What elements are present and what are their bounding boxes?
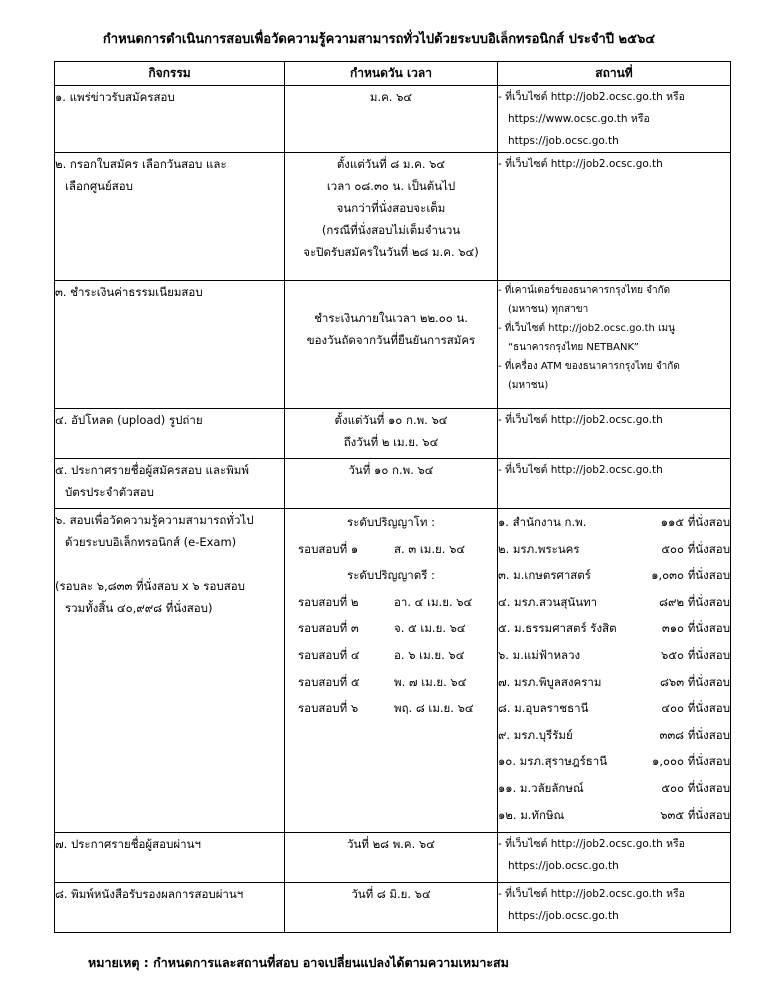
table-row	[55, 281, 731, 409]
place-text: - ที่เว็บไซต์ http://job2.ocsc.go.th หรือ	[498, 838, 685, 850]
activity-text: ๗. ประกาศรายชื่อผู้สอบผ่านฯ	[55, 837, 201, 851]
schedule-text: ม.ค. ๖๔	[369, 90, 413, 104]
centre-seats: ๕๐๐ ที่นั่งสอบ	[661, 541, 730, 556]
exam-centre	[498, 642, 730, 669]
round-label: รอบสอบที่ ๑	[298, 541, 359, 556]
round-label: รอบสอบที่ ๓	[298, 621, 359, 636]
exam-seat-note: (รอบละ ๖,๘๓๓ ที่นั่งสอบ x ๖ รอบสอบ	[55, 579, 245, 593]
centre-name: ๑๒. ม.ทักษิณ	[498, 807, 565, 822]
centre-seats: ๓๓๘ ที่นั่งสอบ	[659, 727, 730, 742]
activity-cell	[55, 883, 285, 933]
exam-centre	[498, 722, 730, 749]
schedule-cell	[285, 883, 498, 933]
centre-seats: ๕๐๐ ที่นั่งสอบ	[661, 780, 730, 795]
table-row	[55, 833, 731, 883]
centre-seats: ๘๖๓ ที่นั่งสอบ	[660, 674, 730, 689]
exam-centre	[498, 509, 730, 536]
exam-centre	[498, 775, 730, 802]
activity-text: ๔. อัปโหลด (upload) รูปถ่าย	[55, 413, 203, 427]
activity-cell	[55, 833, 285, 883]
round-label: รอบสอบที่ ๔	[298, 647, 360, 662]
schedule-text: ตั้งแต่วันที่ ๘ ม.ค. ๖๔	[336, 157, 446, 171]
centre-seats: ๖๓๕ ที่นั่งสอบ	[660, 807, 730, 822]
exam-schedule-cell	[285, 509, 498, 833]
schedule-cell	[285, 281, 498, 409]
activity-cell	[55, 153, 285, 281]
exam-centre-list	[498, 509, 730, 828]
centre-name: ๕. ม.ธรรมศาสตร์ รังสิต	[498, 621, 617, 636]
schedule-text: (กรณีที่นั่งสอบไม่เต็มจำนวน	[321, 223, 461, 237]
place-text: - ที่เว็บไซต์ http://job2.ocsc.go.th เมนู	[498, 323, 675, 334]
round-date: พ. ๗ เม.ย. ๖๔	[394, 674, 467, 689]
centre-name: ๑. สำนักงาน ก.พ.	[498, 515, 587, 529]
place-cell	[498, 833, 731, 883]
centre-seats: ๖๕๐ ที่นั่งสอบ	[661, 647, 730, 662]
exam-seat-note: รวมทั้งสิ้น ๔๐,๙๙๘ ที่นั่งสอบ)	[65, 601, 213, 615]
exam-activity-line: ด้วยระบบอิเล็กทรอนิกส์ (e-Exam)	[65, 535, 237, 549]
schedule-cell	[285, 153, 498, 281]
place-text: https://job.ocsc.go.th	[508, 860, 619, 872]
bachelor-level-label: ระดับปริญญาตรี :	[347, 568, 435, 583]
exam-activity-cell	[55, 509, 285, 833]
exam-centre	[498, 802, 730, 829]
round-date: อ. ๖ เม.ย. ๖๔	[394, 647, 465, 662]
exam-centre	[498, 695, 730, 722]
exam-round	[285, 536, 497, 563]
place-text: - ที่เครื่อง ATM ของธนาคารกรุงไทย จำกัด	[498, 361, 680, 372]
exam-activity-line: ๖. สอบเพื่อวัดความรู้ความสามารถทั่วไป	[55, 513, 254, 527]
schedule-text: จะปิดรับสมัครในวันที่ ๒๘ ม.ค. ๖๔)	[303, 245, 479, 259]
schedule-text: จนกว่าที่นั่งสอบจะเต็ม	[336, 201, 446, 215]
centre-name: ๑๐. มรภ.สุราษฎร์ธานี	[498, 754, 608, 769]
centre-seats: ๘๙๒ ที่นั่งสอบ	[659, 594, 730, 609]
schedule-table	[54, 61, 731, 933]
place-cell	[498, 153, 731, 281]
schedule-text: ชำระเงินภายในเวลา ๒๒.๐๐ น.	[314, 311, 468, 325]
schedule-text: เวลา ๐๘.๓๐ น. เป็นต้นไป	[326, 179, 456, 193]
centre-name: ๖. ม.แม่ฟ้าหลวง	[498, 647, 581, 662]
place-text: - ที่เคาน์เตอร์ของธนาคารกรุงไทย จำกัด	[498, 285, 671, 296]
table-row-exam	[55, 509, 731, 833]
centre-name: ๘. ม.อุบลราชธานี	[498, 701, 589, 716]
activity-cell	[55, 281, 285, 409]
exam-centre	[498, 748, 730, 775]
round-date: จ. ๕ เม.ย. ๖๔	[394, 621, 466, 636]
schedule-cell	[285, 459, 498, 509]
round-date: ส. ๓ เม.ย. ๖๔	[394, 541, 466, 556]
activity-cell	[55, 409, 285, 459]
place-cell	[498, 281, 731, 409]
place-text: - ที่เว็บไซต์ http://job2.ocsc.go.th	[498, 158, 663, 170]
round-date: พฤ. ๘ เม.ย. ๖๔	[394, 701, 474, 716]
round-label: รอบสอบที่ ๕	[298, 674, 360, 689]
table-row	[55, 409, 731, 459]
exam-round	[285, 589, 497, 616]
table-row	[55, 459, 731, 509]
schedule-text: วันที่ ๑๐ ก.พ. ๖๔	[348, 463, 434, 477]
table-body-bottom	[55, 833, 731, 933]
header-schedule: กำหนดวัน เวลา	[285, 62, 498, 86]
activity-cell	[55, 86, 285, 153]
place-text: - ที่เว็บไซต์ http://job2.ocsc.go.th	[498, 464, 663, 476]
place-text: (มหาชน)	[508, 380, 549, 391]
centre-seats: ๑,๐๐๐ ที่นั่งสอบ	[652, 754, 730, 769]
place-cell	[498, 883, 731, 933]
activity-text: ๑. แพร่ข่าวรับสมัครสอบ	[55, 90, 175, 104]
schedule-text: วันที่ ๒๘ พ.ค. ๖๔	[347, 837, 435, 851]
centre-name: ๔. มรภ.สวนสุนันทา	[498, 594, 598, 609]
centre-name: ๗. มรภ.พิบูลสงคราม	[498, 674, 602, 689]
place-text: https://job.ocsc.go.th	[508, 910, 619, 922]
schedule-text: วันที่ ๘ มิ.ย. ๖๔	[351, 887, 431, 901]
activity-text: ๓. ชำระเงินค่าธรรมเนียมสอบ	[55, 285, 203, 299]
master-level-label: ระดับปริญญาโท :	[347, 515, 435, 529]
table-body-exam	[55, 509, 731, 833]
place-cell	[498, 86, 731, 153]
exam-round	[285, 695, 497, 722]
exam-round	[285, 669, 497, 696]
round-label: รอบสอบที่ ๒	[298, 594, 359, 609]
place-cell	[498, 409, 731, 459]
bachelor-rounds	[285, 589, 497, 722]
place-text: https://www.ocsc.go.th หรือ	[508, 113, 650, 125]
place-cell	[498, 459, 731, 509]
activity-text: ๒. กรอกใบสมัคร เลือกวันสอบ และ	[55, 157, 227, 171]
place-text: - ที่เว็บไซต์ http://job2.ocsc.go.th	[498, 414, 663, 426]
exam-centre	[498, 615, 730, 642]
schedule-cell	[285, 86, 498, 153]
centre-name: ๒. มรภ.พระนคร	[498, 541, 580, 556]
activity-text: ๕. ประกาศรายชื่อผู้สมัครสอบ และพิมพ์	[55, 463, 249, 477]
footnote: หมายเหตุ : กำหนดการและสถานที่สอบ อาจเปลี่ยนแปลงได้ตามความเหมาะสม	[88, 955, 509, 970]
centre-name: ๙. มรภ.บุรีรัมย์	[498, 727, 573, 742]
schedule-cell	[285, 833, 498, 883]
centre-seats: ๑,๐๓๐ ที่นั่งสอบ	[651, 568, 730, 583]
table-row	[55, 153, 731, 281]
round-label: รอบสอบที่ ๖	[298, 701, 359, 716]
centre-seats: ๓๑๐ ที่นั่งสอบ	[661, 621, 730, 636]
place-text: “ธนาคารกรุงไทย NETBANK”	[508, 342, 639, 353]
page-title: กำหนดการดำเนินการสอบเพื่อวัดความรู้ความสามารถทั่วไปด้วยระบบอิเล็กทรอนิกส์ ประจำปี ๒๕๖๔	[102, 32, 656, 47]
centre-name: ๑๑. ม.วลัยลักษณ์	[498, 780, 584, 795]
activity-text: เลือกศูนย์สอบ	[65, 179, 133, 193]
centre-seats: ๑๑๕ ที่นั่งสอบ	[660, 515, 730, 529]
centre-name: ๓. ม.เกษตรศาสตร์	[498, 568, 591, 583]
place-text: - ที่เว็บไซต์ http://job2.ocsc.go.th หรือ	[498, 888, 685, 900]
place-text: https://job.ocsc.go.th	[508, 135, 619, 147]
table-row	[55, 883, 731, 933]
exam-round	[285, 642, 497, 669]
table-row	[55, 86, 731, 153]
table-header-row	[55, 62, 731, 86]
exam-round	[285, 615, 497, 642]
place-text: - ที่เว็บไซต์ http://job2.ocsc.go.th หรือ	[498, 91, 685, 103]
schedule-text: ถึงวันที่ ๒ เม.ย. ๖๔	[343, 435, 439, 449]
activity-cell	[55, 459, 285, 509]
activity-text: บัตรประจำตัวสอบ	[65, 485, 154, 499]
exam-centre	[498, 536, 730, 563]
exam-centres-cell	[498, 509, 731, 833]
place-text: (มหาชน) ทุกสาขา	[508, 304, 589, 315]
round-date: อา. ๔ เม.ย. ๖๔	[394, 594, 473, 609]
table-body-top	[55, 86, 731, 509]
header-place: สถานที่	[498, 62, 731, 86]
exam-centre	[498, 669, 730, 696]
activity-text: ๘. พิมพ์หนังสือรับรองผลการสอบผ่านฯ	[55, 887, 244, 901]
centre-seats: ๔๐๐ ที่นั่งสอบ	[661, 701, 730, 716]
schedule-text: ของวันถัดจากวันที่ยืนยันการสมัคร	[306, 333, 476, 347]
schedule-cell	[285, 409, 498, 459]
schedule-text: ตั้งแต่วันที่ ๑๐ ก.พ. ๖๔	[334, 413, 448, 427]
header-activity: กิจกรรม	[55, 62, 285, 86]
master-rounds	[285, 536, 497, 563]
exam-centre	[498, 562, 730, 589]
exam-centre	[498, 589, 730, 616]
